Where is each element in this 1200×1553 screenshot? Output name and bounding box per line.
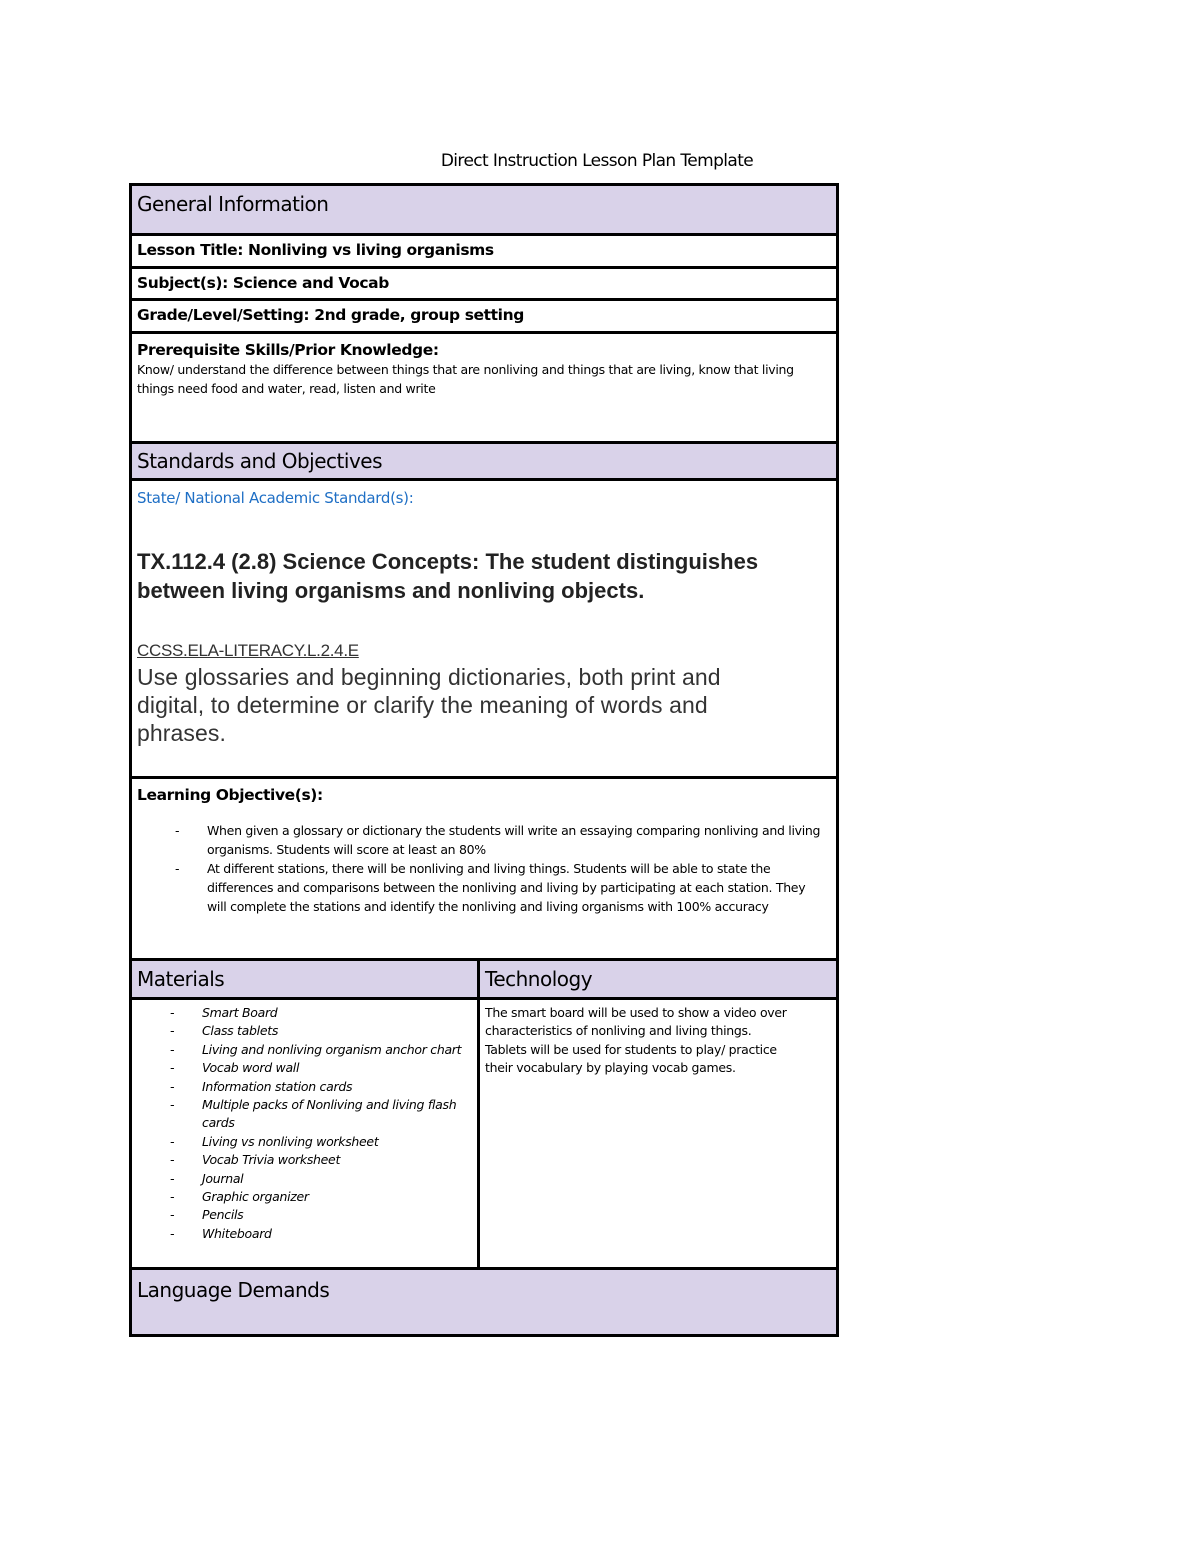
- prerequisite-text: Know/ understand the difference between things that are nonliving and things that are living, know that living things need food and water, read, listen and write: [137, 362, 794, 396]
- ccss-standard-description: Use glossaries and beginning dictionaries, both print and digital, to determine or clarify the meaning of words and phrases.: [137, 664, 721, 746]
- standards-label: State/ National Academic Standard(s):: [137, 489, 414, 507]
- material-item: - Smart Board: [132, 1004, 477, 1022]
- document-title: Direct Instruction Lesson Plan Template: [440, 151, 754, 171]
- technology-heading: Technology: [480, 961, 836, 997]
- materials-technology-content-row: [132, 1000, 836, 1270]
- learning-objectives-list: [137, 821, 831, 916]
- grade-level-setting-field: Grade/Level/Setting: 2nd grade, group setting: [132, 301, 836, 334]
- general-information-heading: General Information: [132, 186, 836, 236]
- language-demands-heading: Language Demands: [132, 1270, 836, 1334]
- learning-objectives-section: [132, 779, 836, 961]
- materials-heading: Materials: [132, 961, 480, 997]
- materials-technology-heading-row: [132, 961, 836, 1000]
- objective-item: - When given a glossary or dictionary the students will write an essaying comparing nonliving and living organisms. Students will score at least an 80%: [137, 821, 831, 859]
- lesson-title-field: Lesson Title: Nonliving vs living organisms: [132, 236, 836, 269]
- material-item: - Class tablets: [132, 1022, 477, 1040]
- prerequisite-skills-field: [132, 334, 836, 444]
- material-item: - Multiple packs of Nonliving and living flash cards: [132, 1096, 477, 1133]
- standards-objectives-heading: Standards and Objectives: [132, 444, 836, 481]
- lesson-plan-table: [129, 183, 839, 1337]
- material-item: - Whiteboard: [132, 1225, 477, 1243]
- material-item: - Vocab word wall: [132, 1059, 477, 1077]
- subjects-field: Subject(s): Science and Vocab: [132, 269, 836, 301]
- technology-content: The smart board will be used to show a video over characteristics of nonliving and living things. Tablets will be used for students to play/ practice their vocabulary by playing vocab games.: [485, 1005, 787, 1076]
- material-item: - Living vs nonliving worksheet: [132, 1133, 477, 1151]
- learning-objectives-label: Learning Objective(s):: [137, 786, 323, 804]
- material-item: - Journal: [132, 1170, 477, 1188]
- tx-science-standard: TX.112.4 (2.8) Science Concepts: The student distinguishes between living organisms and nonliving objects.: [137, 549, 759, 603]
- materials-content: [132, 1000, 480, 1267]
- material-item: - Graphic organizer: [132, 1188, 477, 1206]
- material-item: - Living and nonliving organism anchor chart: [132, 1041, 477, 1059]
- material-item: - Information station cards: [132, 1078, 477, 1096]
- material-item: - Pencils: [132, 1206, 477, 1224]
- prerequisite-label: Prerequisite Skills/Prior Knowledge:: [137, 341, 439, 359]
- ccss-standard-link[interactable]: CCSS.ELA-LITERACY.L.2.4.E: [137, 641, 359, 660]
- objective-item: - At different stations, there will be nonliving and living things. Students will be able to state the differences and comparisons between the nonliving and living by participating at each station. They will complete the stations and identify the nonliving and living organisms with 100% accuracy: [137, 859, 831, 916]
- material-item: - Vocab Trivia worksheet: [132, 1151, 477, 1169]
- academic-standards-section: [132, 481, 836, 779]
- materials-list: [132, 1004, 477, 1243]
